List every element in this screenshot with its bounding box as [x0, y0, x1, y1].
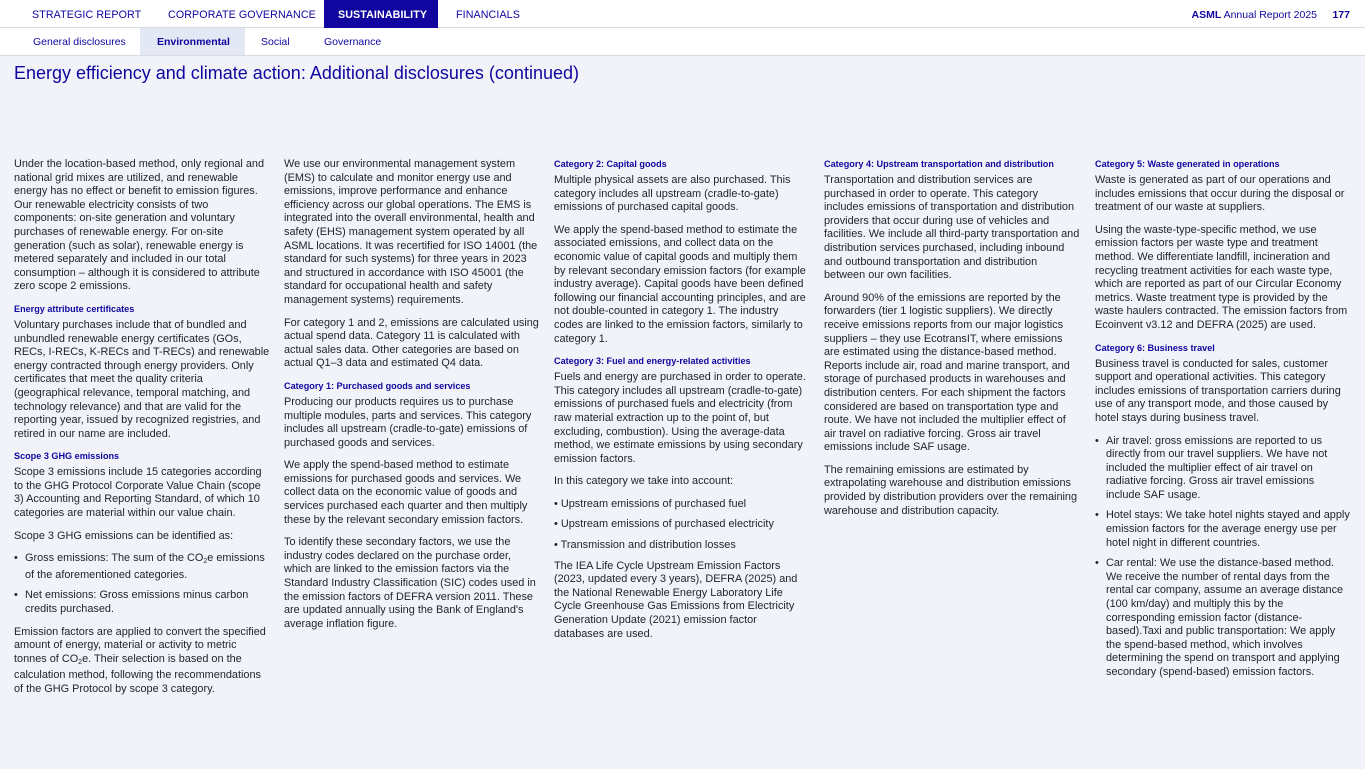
paragraph: Transportation and distribution services are purchased in order to operate. This category includes emissions of transportation and distribution providers that occur during use of vehicles and facilities. We include all third-party transportation and distribution services purchased, including inbound and outbound transportation and distribution between our own facilities. [824, 174, 1080, 282]
section-heading: Category 4: Upstream transportation and distribution [824, 159, 1054, 169]
list-item: • Hotel stays: We take hotel nights stayed and apply emission factors for the average energy use per hotel night in different countries. [1095, 509, 1351, 550]
sub-navigation [0, 28, 1365, 56]
list-item: • Gross emissions: The sum of the $CO_2e$ emissions of the aforementioned categories. [14, 552, 270, 582]
paragraph: Around 90% of the emissions are reported by the forwarders (tier 1 logistic suppliers). We directly receive emissions reports from our major logistics suppliers – they use EcotransIT, where emissions are estimated using the distance-based method. Reports include air, road and marine transport, and storage of purchased products in warehouses and distribution centers. For each shipment the factors considered are based on transportation type and route. We have not included the multiplier effect of air travel on radiative forcing. Gross air travel emissions include SAF usage. [824, 291, 1070, 454]
column-2 [284, 158, 540, 640]
paragraph: Using the waste-type-specific method, we use emission factors per waste type and treatment method. We differentiate landfill, incineration and recycling treatment activities for each waste type, which are reported as part of our Circular Economy metrics. Waste treatment type is provided by the waste haulers contracted. The emission factors from Ecoinvent v3.12 and DEFRA (2025) are used. [1095, 223, 1348, 331]
column-1 [14, 158, 270, 706]
bullet-list [1095, 435, 1351, 680]
list-item: • Upstream emissions of purchased fuel [554, 497, 747, 510]
paragraph: Producing our products requires us to purchase multiple modules, parts and services. This category includes all upstream (cradle-to-gate) emissions of purchased goods and services. [284, 395, 532, 449]
paragraph: To identify these secondary factors, we use the industry codes declared on the purchase order, which are linked to the emission factors via the Standard Industry Classification (SIC) codes used in the emission factors of DEFRA version 2011. These are updated annually using the Bank of England's average inflation figure. [284, 536, 536, 630]
section-heading: Category 3: Fuel and energy-related activities [554, 356, 751, 367]
list-item: • Upstream emissions of purchased electricity [554, 518, 774, 531]
tab-corporate-governance[interactable]: CORPORATE GOVERNANCE [168, 9, 316, 21]
paragraph: We apply the spend-based method to estimate emissions for purchased goods and services. We collect data on the economic value of goods and services purchased each quarter and then multiply these by the relevant secondary emission factors. [284, 459, 528, 526]
paragraph: We use our environmental management system (EMS) to calculate and monitor energy use and emissions, improve performance and enhance efficiency across our global operations. The EMS is integrated into the overall environmental, health and safety (EHS) management system operated by all ASML locations. It was recertified for ISO 14001 (the standard for such systems) for three years in 2023 and structured in accordance with ISO 45001 (the standard for occupational health and safety management systems) requirements. [284, 158, 538, 306]
section-heading: Scope 3 GHG emissions [14, 451, 120, 462]
top-navigation [0, 0, 1365, 28]
subtab-governance[interactable]: Governance [324, 36, 382, 48]
paragraph: For category 1 and 2, emissions are calculated using actual spend data. Category 11 is calculated with actual sales data. Other categories are based on actual Q1–3 data and estimated Q4 data. [284, 316, 539, 370]
brand-name: ASML [1191, 9, 1222, 21]
column-3 [554, 158, 810, 650]
page-number: 177 [1332, 9, 1350, 21]
page-title: Energy efficiency and climate action: Additional disclosures (continued) [14, 63, 579, 83]
section-heading: Category 1: Purchased goods and services [284, 380, 471, 391]
tab-strategic-report[interactable]: STRATEGIC REPORT [32, 9, 142, 21]
paragraph: Business travel is conducted for sales, customer support and operational activities. This category includes emissions of transportation carriers during use of any transport mode, and those caused by hotel stays during business travel. [1095, 357, 1341, 424]
section-heading: Energy attribute certificates [14, 303, 135, 314]
report-title [1192, 0, 1318, 28]
paragraph: We apply the spend-based method to estimate the associated emissions, and collect data on the economic value of capital goods and multiply them by relevant secondary emission factors (for example industry average). Capital goods have been defined following our financial accounting principles, and are not double-counted in category 1. The industry codes are linked to the emission factors, similarly to category 1. [554, 223, 806, 345]
paragraph: Voluntary purchases include that of bundled and unbundled renewable energy certificates (GOs, RECs, I-RECs, K-RECs and T-RECs) and renewable energy contracted through energy providers. Only certificates that meet the quality criteria (geographical relevance, temporal matching, and technology relevance) and that are valid for the reporting year, issued by recognized registries, and retired in our name are included. [14, 318, 270, 440]
subtab-general-disclosures[interactable]: General disclosures [33, 36, 126, 48]
bullet-list [14, 552, 270, 616]
paragraph: In this category we take into account: [554, 475, 734, 488]
paragraph: Multiple physical assets are also purchased. This category includes all upstream (cradle-to-gate) emissions of purchased capital goods. [554, 174, 791, 214]
subtab-environmental[interactable]: Environmental [140, 28, 245, 55]
subtab-social[interactable]: Social [261, 36, 290, 48]
list-item: • Car rental: We use the distance-based method. We receive the number of rental days from the rental car company, assume an average distance (100 km/day) and multiply this by the corresponding emission factor (distance-based).Taxi and public transportation: We apply the spend-based method, which involves determining the spend on transport and applying secondary (spend-based) emission factors. [1095, 557, 1351, 679]
paragraph: The IEA Life Cycle Upstream Emission Factors (2023, updated every 3 years), DEFRA (2025) and the National Renewable Energy Laboratory Life Cycle Greenhouse Gas Emissions from Electricity Generation Update (2021) emission factor databases are used. [554, 559, 798, 640]
paragraph: Scope 3 emissions include 15 categories according to the GHG Protocol Corporate Value Chain (scope 3) Accounting and Reporting Standard, of which 10 categories are material within our value chain. [14, 466, 262, 520]
paragraph: Under the location-based method, only regional and national grid mixes are utilized, and renewable energy has no effect or benefit to emission figures. Our renewable electricity consists of two components: on-site generation and voluntary purchases of renewable energy. For on-site generation (such as solar), renewable energy is metered separately and included in our total consumption – although it is considered to attribute zero scope 2 emissions. [14, 158, 265, 293]
section-heading: Category 6: Business travel [1095, 342, 1215, 353]
list-item: • Air travel: gross emissions are reported to us directly from our travel suppliers. We have not included the multiplier effect of air travel on radiative forcing. Gross air travel emissions include SAF usage. [1095, 435, 1351, 503]
paragraph: The remaining emissions are estimated by extrapolating warehouse and distribution emissions provided by distribution providers over the remaining warehouse and distribution capacity. [824, 463, 1078, 517]
section-heading: Category 5: Waste generated in operations [1095, 159, 1280, 169]
column-4 [824, 158, 1080, 527]
paragraph: Waste is generated as part of our operations and includes emissions that occur during the disposal or treatment of our waste at suppliers. [1095, 174, 1345, 214]
tab-sustainability[interactable]: SUSTAINABILITY [324, 0, 438, 28]
tab-financials[interactable]: FINANCIALS [456, 9, 520, 21]
list-item: • Net emissions: Gross emissions minus carbon credits purchased. [14, 589, 270, 616]
report-name: Annual Report 2025 [1223, 9, 1317, 21]
paragraph: Fuels and energy are purchased in order to operate. This category includes all upstream (cradle-to-gate) emissions of purchased fuels and electricity (from raw material extraction up to the point of, but excluding, combustion). Using the average-data method, we estimate emissions by using secondary emission factors. [554, 371, 806, 465]
list-item: • Transmission and distribution losses [554, 539, 736, 552]
paragraph: Scope 3 GHG emissions can be identified as: [14, 529, 234, 542]
column-5 [1095, 158, 1351, 689]
paragraph: Emission factors are applied to convert the specified amount of energy, material or activity to metric tonnes of $CO_2e$. Their selection is based on the calculation method, following the recommendations of the GHG Protocol by scope 3 category. [14, 625, 266, 695]
section-heading: Category 2: Capital goods [554, 159, 667, 169]
